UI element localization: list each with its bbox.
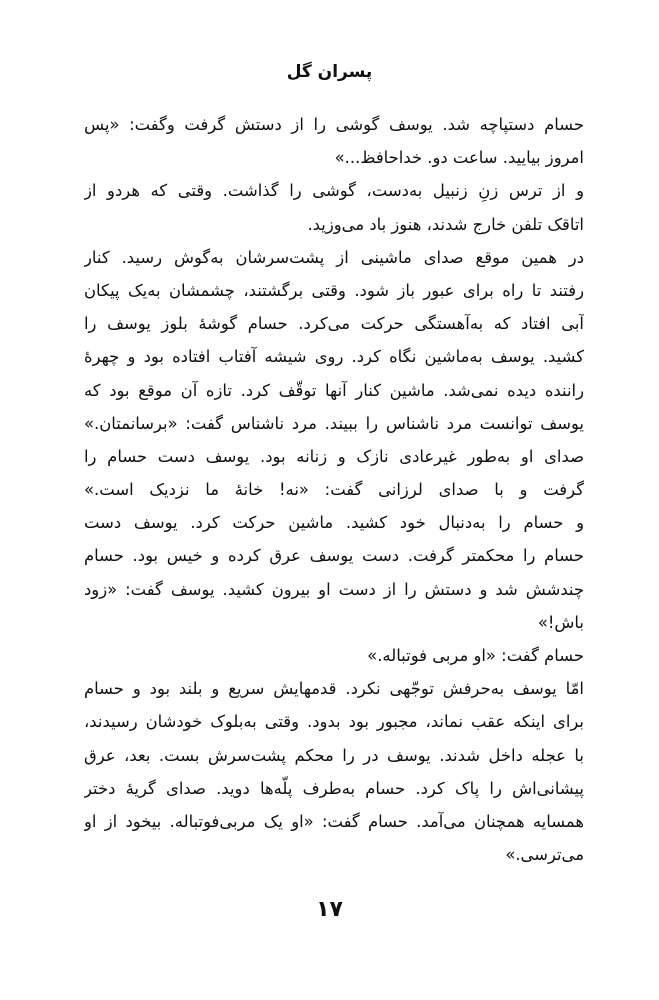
text-line-14: حسام را محکمتر گرفت. دست یوسف عرق کرده و خیس بود. حسام [84,546,584,566]
text-line-13: و حسام را به‌دنبال خود کشید. ماشین حرکت کرد. یوسف دست [84,513,584,533]
text-line-12: گرفت و با صدای لرزانی گفت: «نه! خانهٔ ما نزدیک است.» [84,480,584,500]
text-line-8: کشید. یوسف به‌ماشین نگاه کرد. روی شیشه آفتاب افتاده بود و چهرهٔ [84,347,584,367]
text-line-11: صدای او به‌طور غیرعادی نازک و زنانه بود. یوسف دست حسام را [84,446,584,466]
text-line-1: حسام دستپاچه شد. یوسف گوشی را از دستش گرفت وگفت: «پس [84,115,584,134]
text-line-22: همسایه همچنان می‌آمد. حسام گفت: «او یک مربی‌فوتباله. بیخود از او [84,811,584,831]
body-text [84,108,584,871]
running-head: پسران گل [286,62,373,82]
text-line-18: امّا یوسف به‌حرفش توجّهی نکرد. قدمهایش سریع و بلند بود و حسام [84,679,584,699]
text-line-19: برای اینکه عقب نماند، مجبور بود بدود. وقتی به‌بلوک خودشان رسیدند، [84,712,584,732]
text-line-4: اتاقک تلفن خارج شدند، هنوز باد می‌وزید. [307,214,584,234]
text-line-3: و از ترس زنِ زنبیل به‌دست، گوشی را گذاشت. وقتی که هردو از [84,181,584,201]
text-line-17: حسام گفت: «او مربی فوتباله.» [367,646,584,665]
text-line-15: چندشش شد و دستش را از دست او بیرون کشید. یوسف گفت: «زود [84,579,584,599]
text-line-2: امروز بیایید. ساعت دو. خداحافظ...» [334,148,584,168]
text-line-21: پیشانی‌اش را پاک کرد. حسام به‌طرف پلّه‌ها دوید. صدای گریهٔ دختر [84,778,584,798]
page-number: ۱۷ [316,897,343,922]
text-line-10: یوسف توانست مرد ناشناس را ببیند. مرد ناشناس گفت: «برسانمتان.» [84,413,584,433]
text-line-9: راننده دیده نمی‌شد. ماشین کنار آنها توقّف کرد. تازه آن موقع بود که [84,380,584,400]
text-line-16: باش!» [537,612,584,632]
text-line-5: در همین موقع صدای ماشینی از پشت‌سرشان به‌گوش رسید. کنار [84,247,584,267]
text-line-7: آبی افتاد که به‌آهستگی حرکت می‌کرد. حسام گوشهٔ بلوز یوسف را [84,314,584,334]
text-line-23: می‌ترسی.» [505,845,584,865]
text-line-20: با عجله داخل شدند. یوسف در را محکم پشت‌سرش بست. بعد، عرق [84,745,584,765]
text-line-6: رفتند تا راه برای عبور باز شود. وقتی برگشتند، چشمشان به‌یک پیکان [84,280,584,300]
